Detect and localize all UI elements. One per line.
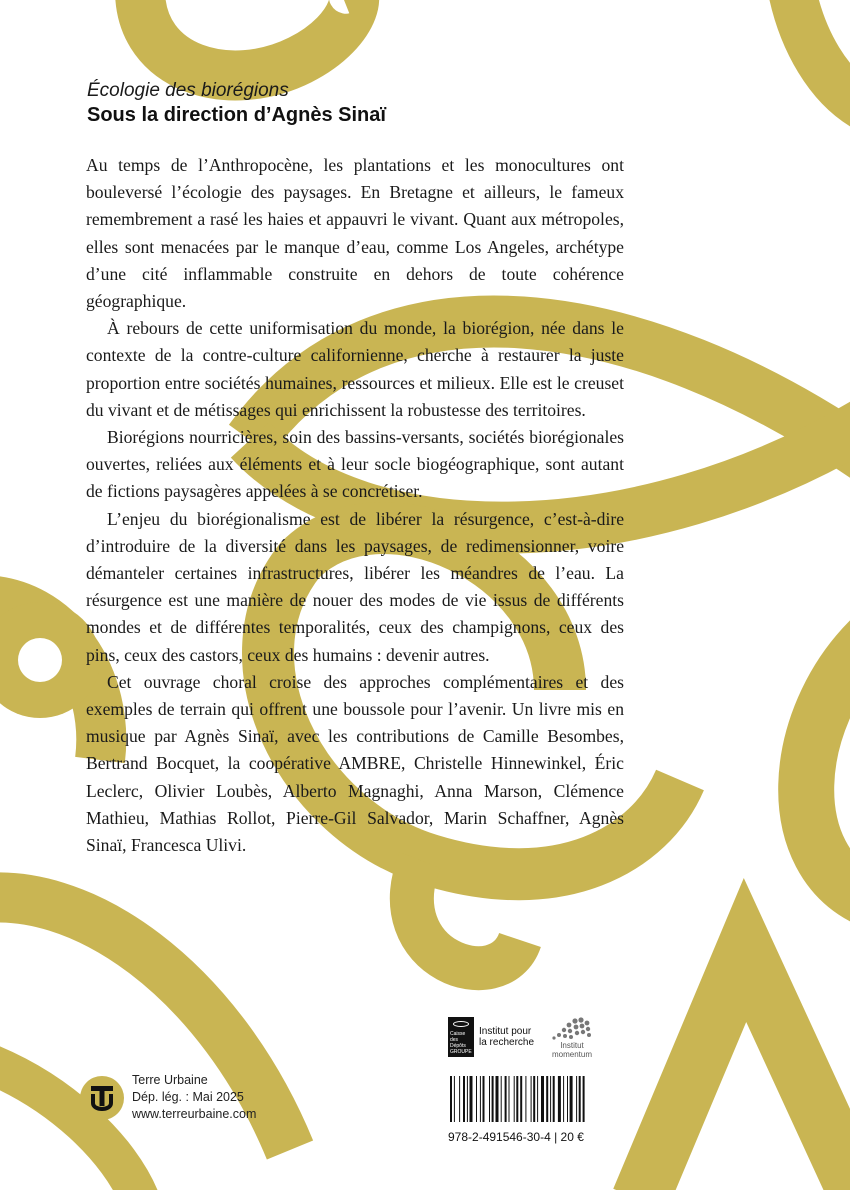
publisher-website: www.terreurbaine.com bbox=[132, 1107, 257, 1121]
momentum-label bbox=[552, 1041, 592, 1059]
barcode-bar bbox=[516, 1076, 518, 1122]
publisher-info bbox=[132, 1072, 256, 1123]
barcode bbox=[448, 1076, 620, 1124]
bottom-right-chevron bbox=[640, 950, 850, 1190]
barcode-bar bbox=[541, 1076, 544, 1122]
barcode-bar bbox=[492, 1076, 494, 1122]
barcode-bar bbox=[496, 1076, 499, 1122]
barcode-bar bbox=[454, 1076, 455, 1122]
barcode-bar bbox=[476, 1076, 477, 1122]
momentum-dots-icon bbox=[549, 1015, 595, 1041]
top-swirl-shape bbox=[140, 0, 354, 75]
editor-credit: Sous la direction d’Agnès Sinaï bbox=[87, 104, 386, 126]
barcode-bar bbox=[533, 1076, 535, 1122]
terre-urbaine-tu-icon bbox=[80, 1076, 124, 1120]
right-side-arc bbox=[806, 640, 850, 900]
paragraph-3: Biorégions nourricières, soin des bassins-versants, sociétés biorégionales ouvertes, reliées aux éléments et à leur socle biogéographique, sont autant de fictions paysagères appelées à se concrétiser. bbox=[86, 427, 624, 502]
barcode-bar bbox=[514, 1076, 515, 1122]
isbn-price: 978-2-491546-30-4 | 20 € bbox=[448, 1130, 584, 1144]
momentum-line-1: Institut bbox=[560, 1041, 584, 1050]
barcode-bar bbox=[567, 1076, 568, 1122]
barcode-bar bbox=[525, 1076, 526, 1122]
barcode-bar bbox=[558, 1076, 561, 1122]
barcode-bar bbox=[520, 1076, 522, 1122]
barcode-bar bbox=[537, 1076, 538, 1122]
barcode-bar bbox=[550, 1076, 551, 1122]
barcode-bar bbox=[531, 1076, 532, 1122]
barcode-bar bbox=[463, 1076, 465, 1122]
paragraph-1: Au temps de l’Anthropocène, les plantations et les monocultures ont bouleversé l’écologie des paysages. En Bretagne et ailleurs, le fameux remembrement a rasé les haies et appauvri le vivant. Quant aux métropoles, elles sont menacées par le manque d’eau, comme Los Angeles, archétype d’une cité inflammable construite en dehors de toute cohérence géographique. bbox=[86, 155, 624, 312]
publisher-name: Terre Urbaine bbox=[132, 1073, 208, 1087]
barcode-bar bbox=[459, 1076, 460, 1122]
barcode-bar bbox=[483, 1076, 485, 1122]
barcode-bar bbox=[480, 1076, 481, 1122]
series-title: Écologie des biorégions bbox=[87, 80, 289, 101]
barcode-bar bbox=[509, 1076, 510, 1122]
left-blob-hole bbox=[18, 638, 62, 682]
barcode-bar bbox=[450, 1076, 452, 1122]
barcode-bar bbox=[546, 1076, 548, 1122]
barcode-bar bbox=[470, 1076, 473, 1122]
paragraph-2: À rebours de cette uniformisation du monde, la biorégion, née dans le contexte de la contre-culture californienne, cherche à restaurer la juste proportion entre sociétés humaines, ressources et milieux. Elle est le creuset du vivant et de métissages qui enrichissent la robustesse des territoires. bbox=[86, 318, 624, 420]
cdc-line-2: des Dépôts bbox=[450, 1037, 466, 1049]
legal-deposit: Dép. lég. : Mai 2025 bbox=[132, 1090, 244, 1104]
barcode-bar bbox=[563, 1076, 564, 1122]
barcode-bar bbox=[576, 1076, 577, 1122]
caisse-des-depots-logo bbox=[448, 1017, 474, 1057]
barcode-bar bbox=[579, 1076, 581, 1122]
momentum-line-2: momentum bbox=[551, 1050, 592, 1059]
publisher-block bbox=[80, 1072, 256, 1123]
barcode-bar bbox=[583, 1076, 585, 1122]
barcode-bar bbox=[489, 1076, 490, 1122]
paragraph-4: L’enjeu du biorégionalisme est de libérer la résurgence, c’est-à-dire d’introduire de la diversité dans les paysages, de redimensionner, voire démanteler certaines infrastructures, libérer les méandres de l’eau. La résurgence est une manière de nouer des modes de vie issus de différents mondes et de différentes temporalités, ceux des champignons, ceux des pins, ceux des castors, ceux des humains : devenir autres. bbox=[86, 508, 624, 665]
barcode-bar bbox=[501, 1076, 502, 1122]
barcode-bar bbox=[553, 1076, 555, 1122]
cdc-emblem-icon bbox=[453, 1021, 469, 1027]
cdc-line-3: GROUPE bbox=[450, 1049, 472, 1055]
paragraph-5: Cet ouvrage choral croise des approches complémentaires et des exemples de terrain qui offrent une boussole pour l’avenir. Un livre mis en musique par Agnès Sinaï, avec les contributions de Camille Besombes, Bertrand Bocquet, la coopérative AMBRE, Christelle Hinnewinkel, Éric Leclerc, Olivier Loubès, Alberto Magnaghi, Anna Marson, Clémence Mathieu, Mathias Rollot, Pierre-Gil Salvador, Marin Schaffner, Agnès Sinaï, Francesca Ulivi. bbox=[86, 671, 624, 856]
back-cover-text bbox=[86, 152, 624, 859]
partner-logos bbox=[448, 1015, 595, 1059]
top-right-arc bbox=[790, 0, 850, 110]
barcode-bar bbox=[570, 1076, 573, 1122]
barcode-bar bbox=[467, 1076, 468, 1122]
institut-momentum-logo bbox=[549, 1015, 595, 1059]
cdc-line-1: Caisse bbox=[450, 1031, 466, 1037]
barcode-bar bbox=[505, 1076, 507, 1122]
institut-recherche-label: Institut pour la recherche bbox=[479, 1026, 535, 1048]
